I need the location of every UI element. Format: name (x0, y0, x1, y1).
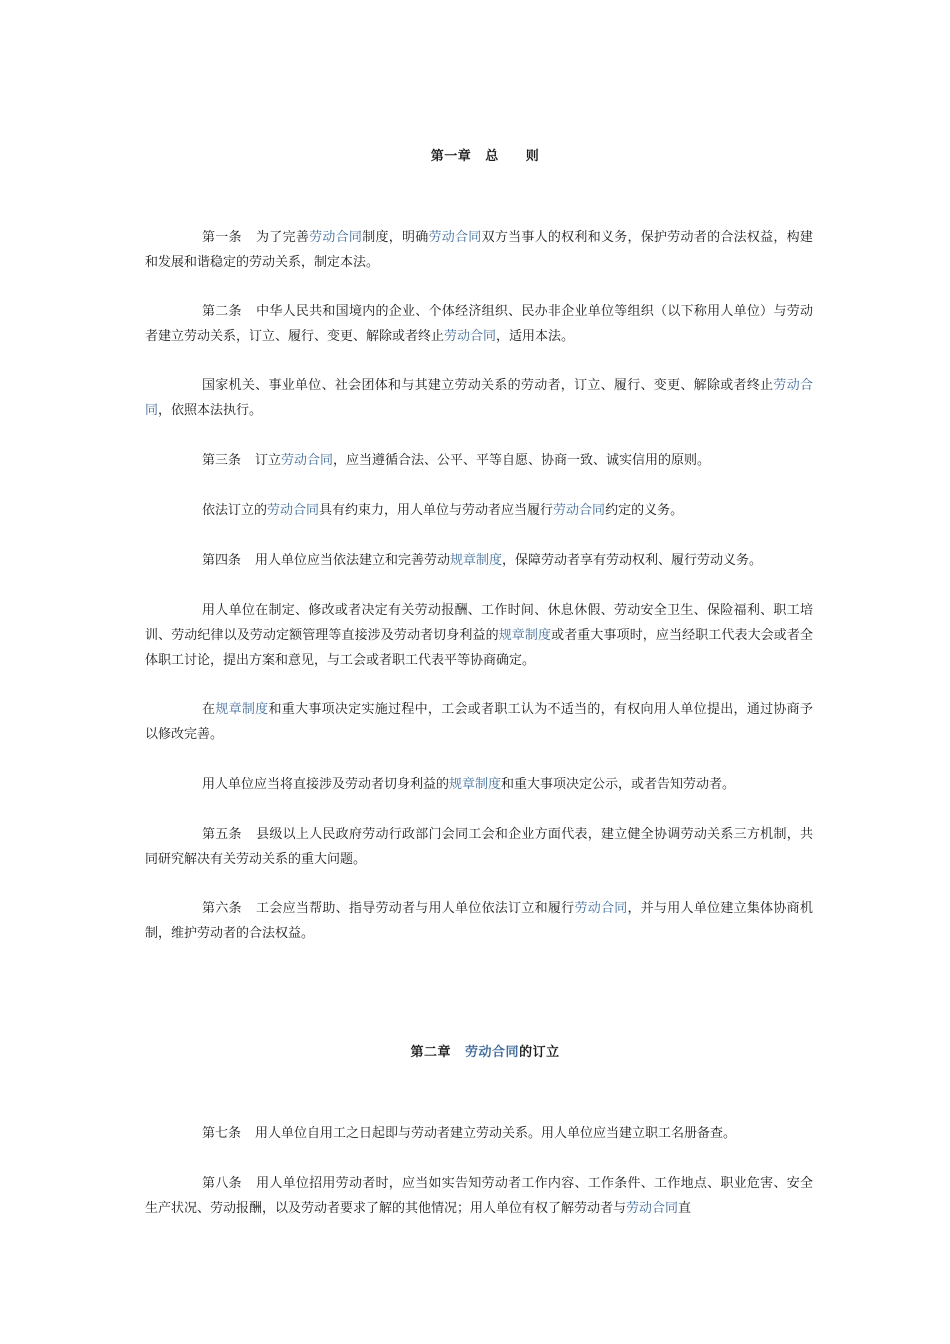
article-1-number: 第一条 (202, 230, 242, 245)
link-labor-contract[interactable]: 劳动合同 (626, 1201, 679, 1216)
article-6-number: 第六条 (202, 901, 242, 916)
chapter-1-heading (0, 130, 950, 179)
link-labor-contract[interactable]: 劳动合同 (145, 378, 813, 418)
link-rules-regulations[interactable]: 规章制度 (449, 777, 502, 792)
article-4-number: 第四条 (202, 553, 242, 568)
chapter-1-label: 第一章 (430, 149, 472, 164)
article-2-number: 第二条 (202, 304, 242, 319)
article-7: 第七条 用人单位自用工之日起即与劳动者建立劳动关系。用人单位应当建立职工名册备查。 (202, 1126, 737, 1141)
link-labor-contract[interactable]: 劳动合同 (428, 230, 482, 245)
link-labor-contract[interactable]: 劳动合同 (267, 503, 320, 518)
article-1: 第一条 为了完善劳动合同制度，明确劳动合同双方当事人的权利和义务，保护劳动者的合法权益，构建和发展和谐稳定的劳动关系，制定本法。 (145, 230, 813, 270)
article-5: 第五条 县级以上人民政府劳动行政部门会同工会和企业方面代表，建立健全协调劳动关系三方机制，共同研究解决有关劳动关系的重大问题。 (145, 827, 813, 867)
chapter-2-label: 第二章 (410, 1045, 452, 1060)
chapter-2-heading (0, 1026, 950, 1075)
link-rules-regulations[interactable]: 规章制度 (498, 628, 552, 643)
article-4-paragraph-4: 用人单位应当将直接涉及劳动者切身利益的规章制度和重大事项决定公示，或者告知劳动者。 (202, 777, 736, 792)
link-rules-regulations[interactable]: 规章制度 (215, 702, 269, 717)
article-4-paragraph-3: 在规章制度和重大事项决定实施过程中，工会或者职工认为不适当的，有权向用人单位提出，通过协商予以修改完善。 (145, 702, 813, 742)
article-8-number: 第八条 (202, 1176, 242, 1191)
article-4: 第四条 用人单位应当依法建立和完善劳动规章制度，保障劳动者享有劳动权利、履行劳动义务。 (202, 553, 763, 568)
article-6: 第六条 工会应当帮助、指导劳动者与用人单位依法订立和履行劳动合同，并与用人单位建立集体协商机制，维护劳动者的合法权益。 (145, 901, 813, 941)
article-8: 第八条 用人单位招用劳动者时，应当如实告知劳动者工作内容、工作条件、工作地点、职业危害、安全生产状况、劳动报酬，以及劳动者要求了解的其他情况；用人单位有权了解劳动者与劳动合同直 (145, 1176, 813, 1216)
article-2-paragraph-2: 国家机关、事业单位、社会团体和与其建立劳动关系的劳动者，订立、履行、变更、解除或者终止劳动合同，依照本法执行。 (145, 378, 813, 418)
article-3: 第三条 订立劳动合同，应当遵循合法、公平、平等自愿、协商一致、诚实信用的原则。 (202, 453, 711, 468)
article-3-paragraph-2: 依法订立的劳动合同具有约束力，用人单位与劳动者应当履行劳动合同约定的义务。 (202, 503, 684, 518)
link-labor-contract[interactable]: 劳动合同 (309, 230, 363, 245)
article-5-number: 第五条 (202, 827, 242, 842)
article-4-paragraph-2: 用人单位在制定、修改或者决定有关劳动报酬、工作时间、休息休假、劳动安全卫生、保险福利、职工培训、劳动纪律以及劳动定额管理等直接涉及劳动者切身利益的规章制度或者重大事项时，应当经职工代表大会或者全体职工讨论，提出方案和意见，与工会或者职工代表平等协商确定。 (145, 603, 813, 668)
chapter-2-title: 的订立 (519, 1045, 560, 1060)
link-labor-contract[interactable]: 劳动合同 (281, 453, 334, 468)
link-labor-contract[interactable]: 劳动合同 (465, 1045, 520, 1060)
link-labor-contract[interactable]: 劳动合同 (574, 901, 628, 916)
article-3-number: 第三条 (202, 453, 242, 468)
chapter-1-title: 总 则 (485, 149, 540, 164)
article-7-number: 第七条 (202, 1126, 242, 1141)
link-rules-regulations[interactable]: 规章制度 (450, 553, 503, 568)
link-labor-contract[interactable]: 劳动合同 (444, 329, 497, 344)
link-labor-contract[interactable]: 劳动合同 (553, 503, 606, 518)
article-2: 第二条 中华人民共和国境内的企业、个体经济组织、民办非企业单位等组织（以下称用人单位）与劳动者建立劳动关系，订立、履行、变更、解除或者终止劳动合同，适用本法。 (145, 304, 813, 344)
